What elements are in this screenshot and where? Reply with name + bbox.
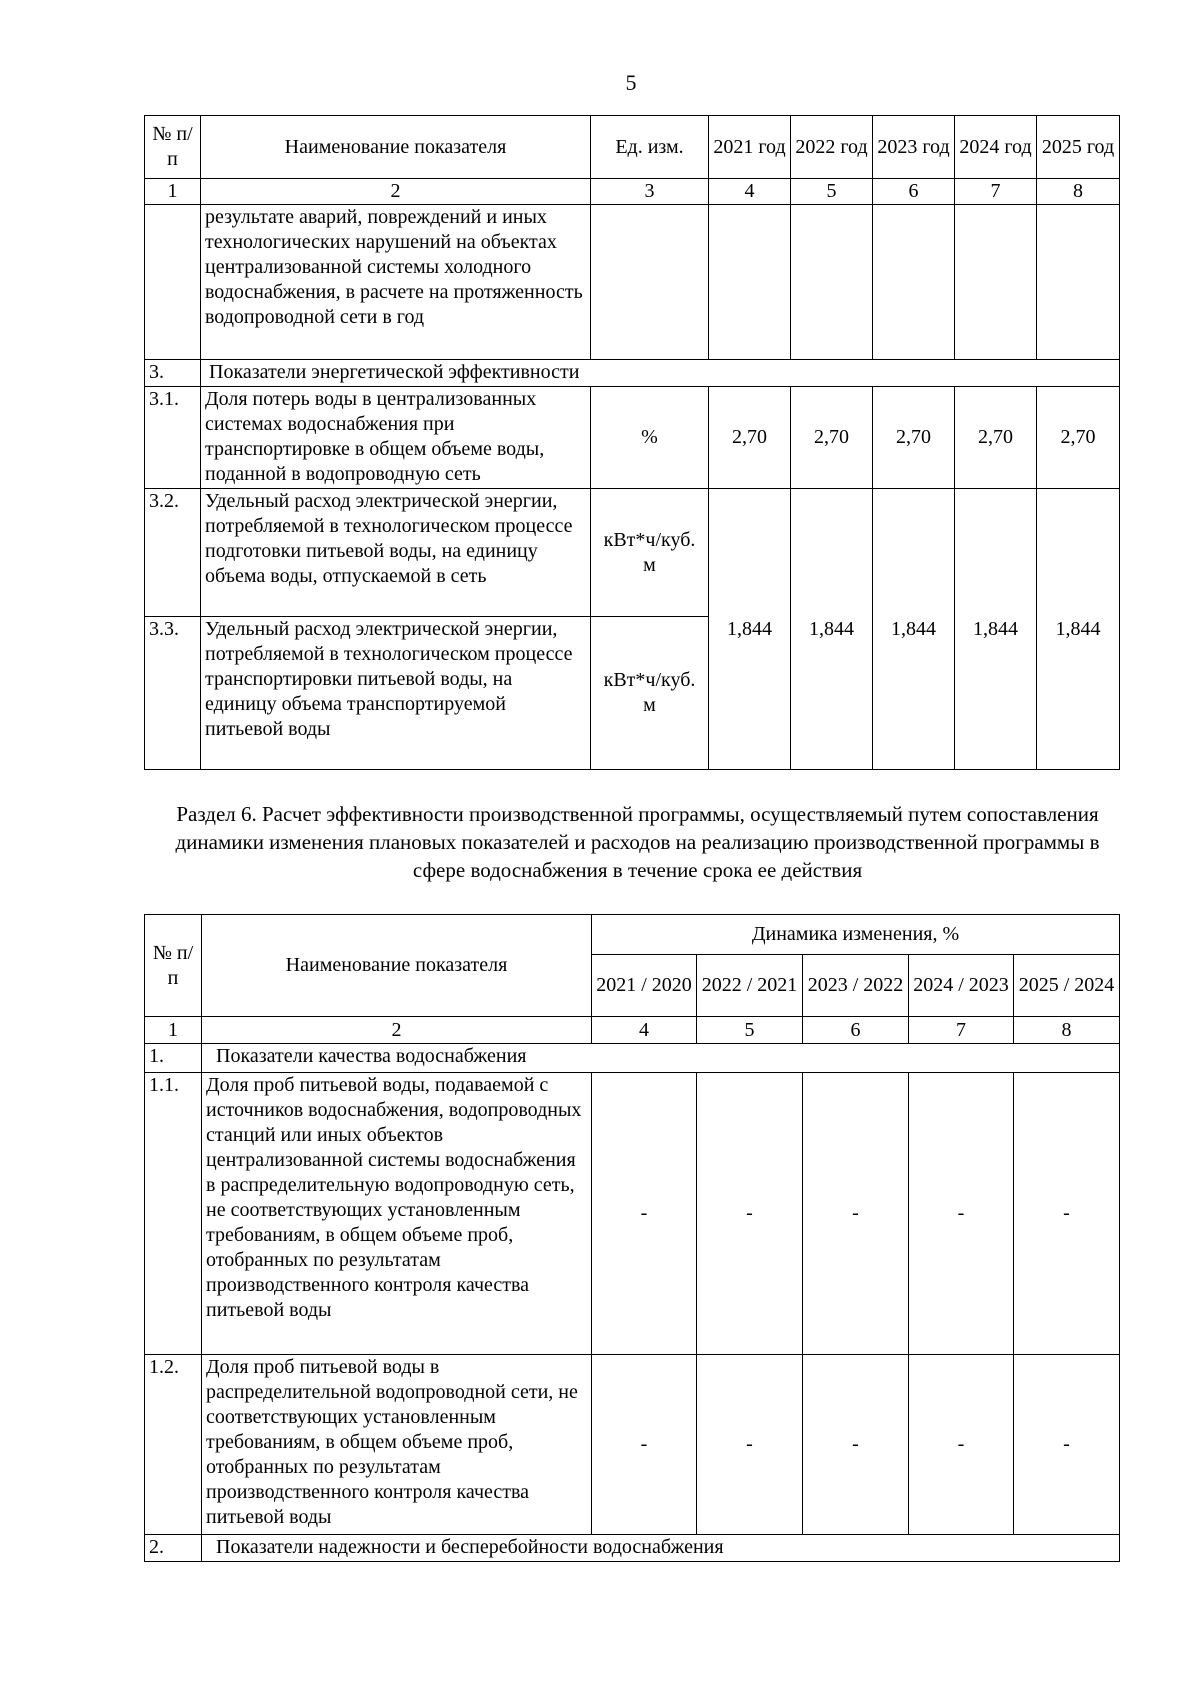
header-dynamics: Динамика изменения, % xyxy=(592,915,1120,955)
col-number: 8 xyxy=(1037,179,1120,205)
row-num: 3.2. xyxy=(145,489,201,617)
section-num: 1. xyxy=(145,1044,202,1073)
col-number: 6 xyxy=(803,1017,909,1044)
row-value: - xyxy=(1014,1355,1120,1535)
header-period: 2021 / 2020 xyxy=(592,955,697,1017)
header-period: 2022 / 2021 xyxy=(697,955,803,1017)
row-value: - xyxy=(697,1355,803,1535)
col-number: 2 xyxy=(201,179,591,205)
header-year-2022: 2022 год xyxy=(791,116,873,179)
header-period: 2025 / 2024 xyxy=(1014,955,1120,1017)
row-value: 2,70 xyxy=(873,387,955,489)
col-number: 5 xyxy=(697,1017,803,1044)
col-number: 3 xyxy=(591,179,709,205)
header-year-2024: 2024 год xyxy=(955,116,1037,179)
column-number-row xyxy=(145,1017,1120,1044)
row-name: Удельный расход электрической энергии, потребляемой в технологическом процессе подготовки питьевой воды, на единицу объема воды, отпускаемой в сеть xyxy=(201,489,591,617)
indicators-table xyxy=(144,115,1120,770)
header-name: Наименование показателя xyxy=(201,116,591,179)
row-name: результате аварий, повреждений и иных технологических нарушений на объектах централизованной системы холодного водоснабжения, в расчете на протяженность водопроводной сети в год xyxy=(201,205,591,360)
row-num: 3.1. xyxy=(145,387,201,489)
header-num: № п/п xyxy=(145,116,201,179)
page-number: 5 xyxy=(625,70,637,95)
header-year-2025: 2025 год xyxy=(1037,116,1120,179)
row-value: - xyxy=(909,1073,1014,1355)
section-num: 3. xyxy=(145,360,201,387)
table-row xyxy=(145,1073,1120,1355)
col-number: 4 xyxy=(709,179,791,205)
section-title: Показатели энергетической эффективности xyxy=(201,360,1120,387)
row-value: - xyxy=(697,1073,803,1355)
efficiency-table xyxy=(144,914,1120,1562)
row-name: Доля проб питьевой воды, подаваемой с источников водоснабжения, водопроводных станций или иных объектов централизованной системы водоснабжения в распределительную водопроводную сеть, не соответствующих установленным требованиям, в общем объеме проб, отобранных по результатам производственного контроля качества питьевой воды xyxy=(202,1073,592,1355)
col-number: 5 xyxy=(791,179,873,205)
row-value: - xyxy=(909,1355,1014,1535)
header-unit: Ед. изм. xyxy=(591,116,709,179)
section-title: Показатели надежности и бесперебойности водоснабжения xyxy=(202,1535,1120,1562)
row-value: 2,70 xyxy=(791,387,873,489)
row-value: 2,70 xyxy=(955,387,1037,489)
header-name: Наименование показателя xyxy=(202,915,592,1017)
table-header-row xyxy=(145,116,1120,179)
row-name: Доля потерь воды в централизованных системах водоснабжения при транспортировке в общем объеме воды, поданной в водопроводную сеть xyxy=(201,387,591,489)
col-number: 8 xyxy=(1014,1017,1120,1044)
row-num: 3.3. xyxy=(145,617,201,770)
header-year-2023: 2023 год xyxy=(873,116,955,179)
header-year-2021: 2021 год xyxy=(709,116,791,179)
row-value: 2,70 xyxy=(1037,387,1120,489)
col-number: 6 xyxy=(873,179,955,205)
row-unit: кВт*ч/куб. м xyxy=(591,617,709,770)
row-value: - xyxy=(803,1355,909,1535)
section-title: Показатели качества водоснабжения xyxy=(202,1044,1120,1073)
section-6-heading: Раздел 6. Расчет эффективности производственной программы, осуществляемый путем сопоставления динамики изменения плановых показателей и расходов на реализацию производственной программы в сфере водоснабжения в течение срока ее действия xyxy=(175,802,1100,882)
col-number: 4 xyxy=(592,1017,697,1044)
row-value: 1,844 xyxy=(1037,489,1120,770)
section-row xyxy=(145,1535,1120,1562)
section-num: 2. xyxy=(145,1535,202,1562)
row-value: 1,844 xyxy=(709,489,791,770)
row-value: 2,70 xyxy=(709,387,791,489)
row-num: 1.1. xyxy=(145,1073,202,1355)
row-num: 1.2. xyxy=(145,1355,202,1535)
table-row xyxy=(145,387,1120,489)
table-header-row xyxy=(145,915,1120,955)
row-value: - xyxy=(1014,1073,1120,1355)
row-value: 1,844 xyxy=(791,489,873,770)
table-row xyxy=(145,205,1120,360)
col-number: 1 xyxy=(145,179,201,205)
col-number: 7 xyxy=(909,1017,1014,1044)
row-value: 1,844 xyxy=(873,489,955,770)
row-value: - xyxy=(592,1073,697,1355)
row-num xyxy=(145,205,201,360)
header-num: № п/п xyxy=(145,915,202,1017)
col-number: 1 xyxy=(145,1017,202,1044)
row-unit: кВт*ч/куб. м xyxy=(591,489,709,617)
row-name: Удельный расход электрической энергии, потребляемой в технологическом процессе транспортировки питьевой воды, на единицу объема транспортируемой питьевой воды xyxy=(201,617,591,770)
section-row xyxy=(145,360,1120,387)
row-name: Доля проб питьевой воды в распределительной водопроводной сети, не соответствующих установленным требованиям, в общем объеме проб, отобранных по результатам производственного контроля качества питьевой воды xyxy=(202,1355,592,1535)
table-row xyxy=(145,489,1120,617)
col-number: 2 xyxy=(202,1017,592,1044)
row-value: - xyxy=(592,1355,697,1535)
row-value: 1,844 xyxy=(955,489,1037,770)
row-value: - xyxy=(803,1073,909,1355)
col-number: 7 xyxy=(955,179,1037,205)
header-period: 2024 / 2023 xyxy=(909,955,1014,1017)
table-row xyxy=(145,1355,1120,1535)
column-number-row xyxy=(145,179,1120,205)
row-unit: % xyxy=(591,387,709,489)
section-row xyxy=(145,1044,1120,1073)
header-period: 2023 / 2022 xyxy=(803,955,909,1017)
